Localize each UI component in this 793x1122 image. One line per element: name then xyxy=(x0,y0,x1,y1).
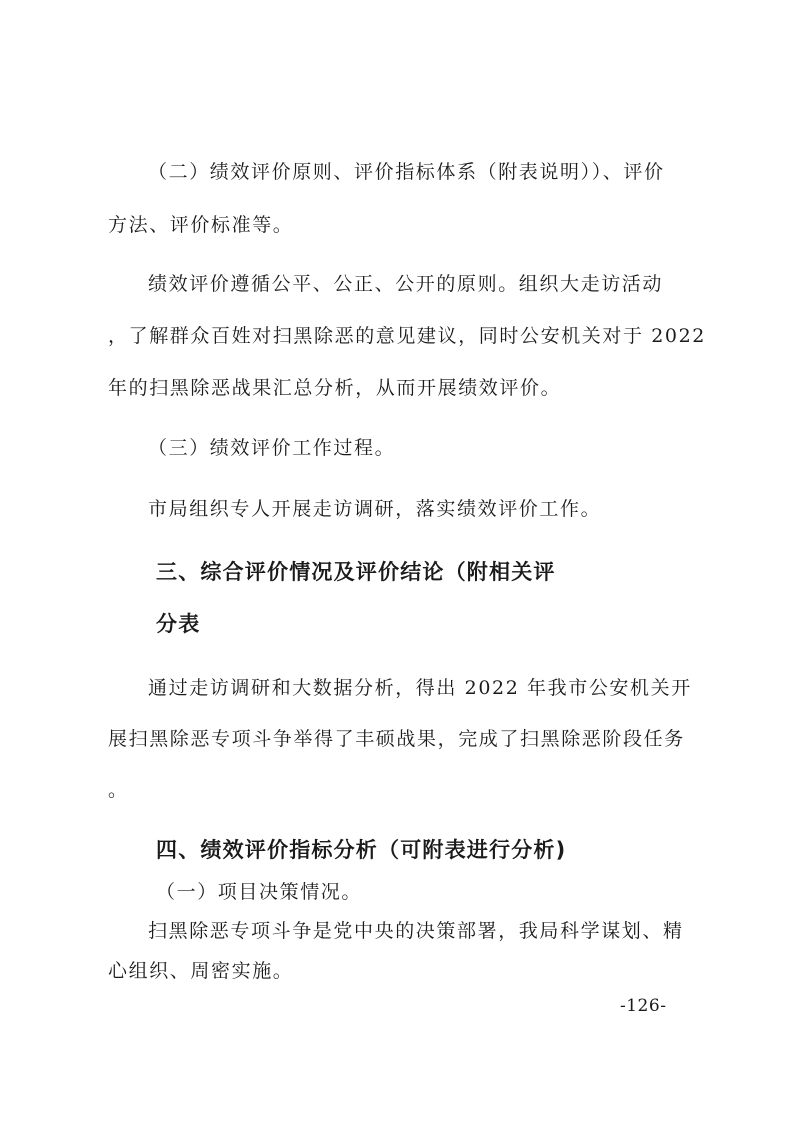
page-number: -126- xyxy=(620,996,667,1016)
paragraph-evaluation-line-2: ，了解群众百姓对扫黑除恶的意见建议，同时公安机关对于 2022 xyxy=(108,325,706,347)
paragraph-process-heading: （三）绩效评价工作过程。 xyxy=(148,437,396,459)
paragraph-evaluation-line-3: 年的扫黑除恶战果汇总分析，从而开展绩效评价。 xyxy=(108,377,562,399)
paragraph-conclusion-line-2: 展扫黑除恶专项斗争举得了丰硕战果，完成了扫黑除恶阶段任务 xyxy=(108,728,685,750)
paragraph-decision-line-2: 心组织、周密实施。 xyxy=(108,960,294,982)
paragraph-conclusion-line-3: 。 xyxy=(108,779,129,801)
section-heading-4: 四、绩效评价指标分析（可附表进行分析) xyxy=(156,838,567,862)
paragraph-decision-heading: （一）项目决策情况。 xyxy=(156,881,363,903)
paragraph-principles-line-2: 方法、评价标准等。 xyxy=(108,214,294,236)
paragraph-decision-line-1: 扫黑除恶专项斗争是党中央的决策部署，我局科学谋划、精 xyxy=(148,920,684,942)
paragraph-conclusion-line-1: 通过走访调研和大数据分析，得出 2022 年我市公安机关开 xyxy=(148,677,692,699)
section-heading-3-line-2: 分表 xyxy=(156,612,201,636)
paragraph-principles-line-1: （二）绩效评价原则、评价指标体系（附表说明））、评价 xyxy=(148,161,665,183)
paragraph-evaluation-line-1: 绩效评价遵循公平、公正、公开的原则。组织大走访活动 xyxy=(148,273,664,295)
section-heading-3-line-1: 三、综合评价情况及评价结论（附相关评 xyxy=(156,560,556,584)
paragraph-process-body: 市局组织专人开展走访调研，落实绩效评价工作。 xyxy=(148,498,602,520)
